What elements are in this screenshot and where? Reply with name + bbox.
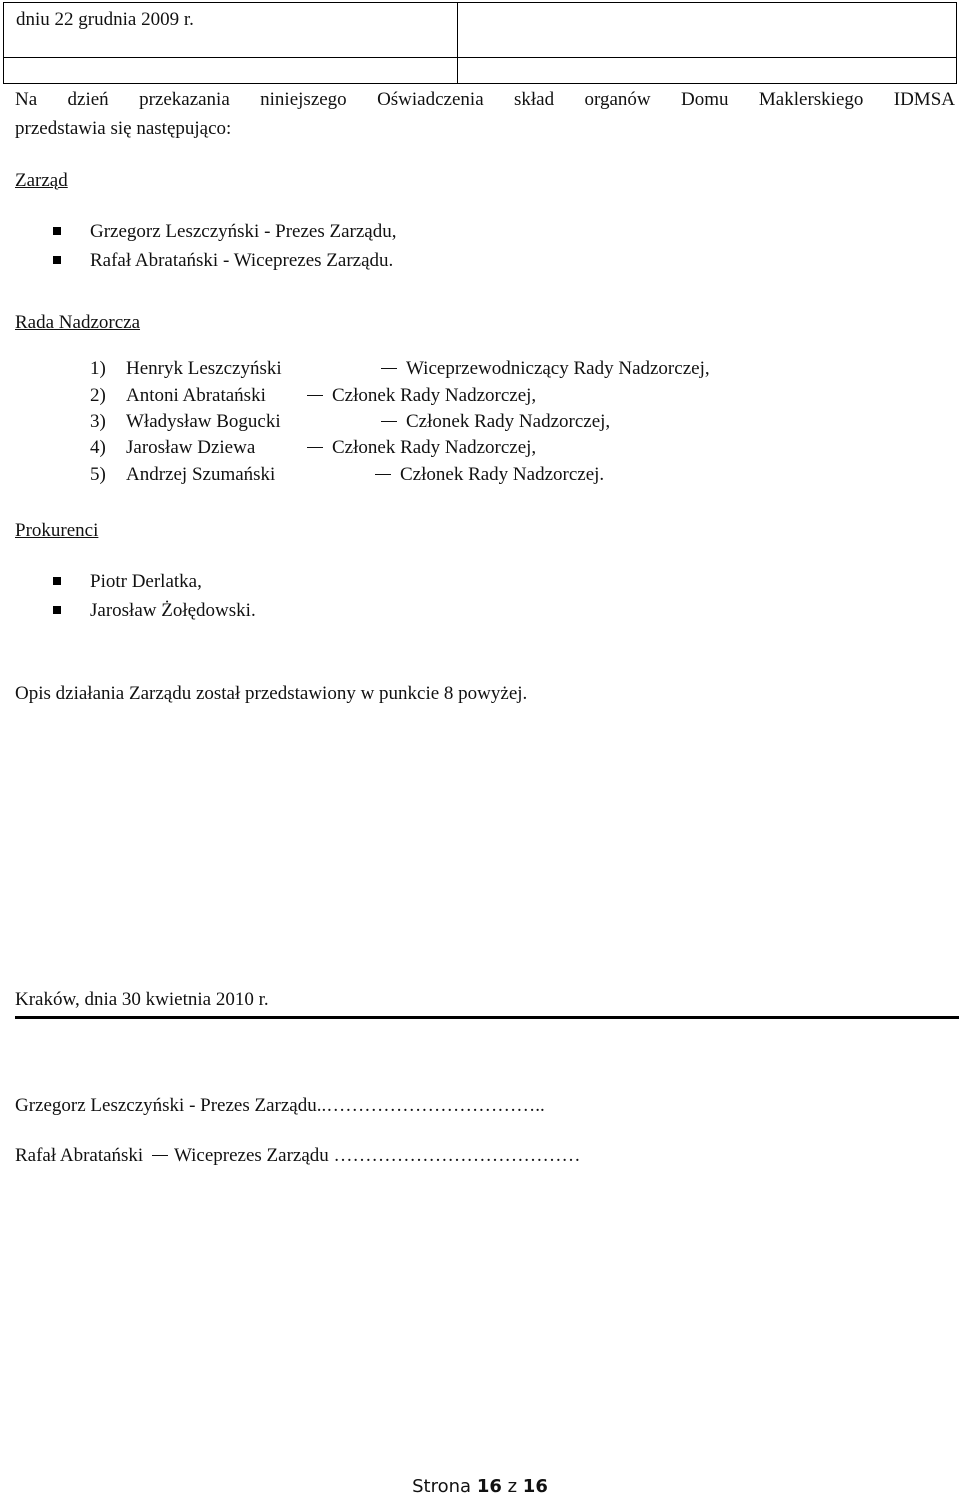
rada-member-number: 4) [90,437,106,458]
bullet-icon [53,577,61,585]
dash-icon [375,474,391,475]
page-footer [0,1476,960,1497]
signature-dots: ..…………………………….. [316,1095,545,1116]
zarzad-item-text: Grzegorz Leszczyński - Prezes Zarządu, [90,221,397,242]
zarzad-heading: Zarząd [15,170,68,191]
bullet-icon [53,227,61,235]
zarzad-item [53,246,393,275]
rada-member-role: Członek Rady Nadzorczej, [332,385,537,406]
intro-line-1: Na dzień przekazania niniejszego Oświadczenia skład organów Domu Maklerskiego IDMSA [15,89,955,110]
rada-member-number: 1) [90,358,106,379]
dash-icon [307,395,323,396]
rada-member-name: Antoni Abratański [126,385,266,406]
zarzad-item-text: Rafał Abratański - Wiceprezes Zarządu. [90,250,394,271]
signature-dots: ………………………………… [333,1145,581,1166]
rada-member-role: Członek Rady Nadzorczej, [406,411,611,432]
rada-member-number: 5) [90,464,106,485]
prokurenci-item [53,567,202,596]
signature-label: Grzegorz Leszczyński - Prezes Zarządu [15,1095,317,1116]
header-cell-empty-2 [3,57,458,84]
header-date: dniu 22 grudnia 2009 r. [16,9,194,30]
footer-page-number: 16 [476,1476,502,1497]
footer-total-pages: 16 [522,1476,548,1497]
bullet-icon [53,256,61,264]
dash-icon [152,1155,168,1156]
header-cell-empty [457,2,957,58]
rada-member-row [0,437,960,466]
prokurenci-item [53,596,256,625]
dash-icon [307,447,323,448]
zarzad-item [53,217,396,246]
signature-line [15,1091,545,1120]
prokurenci-item-text: Jarosław Żołędowski. [90,600,256,621]
header-cell-empty-3 [457,57,957,84]
opis-paragraph: Opis działania Zarządu został przedstawiony w punkcie 8 powyżej. [15,683,528,704]
header-cell-date [3,2,458,58]
header-table [3,2,957,84]
intro-line-2: przedstawia się następująco: [15,118,232,139]
rada-member-role: Członek Rady Nadzorczej, [332,437,537,458]
footer-prefix: Strona [412,1476,472,1497]
rada-member-row [0,358,960,387]
rada-member-number: 3) [90,411,106,432]
rada-member-number: 2) [90,385,106,406]
rada-member-role: Członek Rady Nadzorczej. [400,464,605,485]
rada-member-name: Henryk Leszczyński [126,358,282,379]
dash-icon [381,421,397,422]
rada-member-role: Wiceprzewodniczący Rady Nadzorczej, [406,358,710,379]
dash-icon [381,368,397,369]
rada-member-name: Andrzej Szumański [126,464,276,485]
place-date: Kraków, dnia 30 kwietnia 2010 r. [15,989,269,1010]
rada-member-name: Władysław Bogucki [126,411,281,432]
footer-separator: z [507,1476,518,1497]
rada-member-name: Jarosław Dziewa [126,437,256,458]
prokurenci-heading: Prokurenci [15,520,99,541]
prokurenci-item-text: Piotr Derlatka, [90,571,202,592]
rada-heading: Rada Nadzorcza [15,312,141,333]
signature-line [15,1141,581,1170]
signature-label: Rafał Abratański [15,1145,144,1166]
rada-member-row [0,385,960,414]
rada-member-row [0,464,960,493]
horizontal-rule [15,1016,959,1019]
signature-role: Wiceprezes Zarządu [173,1145,329,1166]
rada-member-row [0,411,960,440]
bullet-icon [53,606,61,614]
